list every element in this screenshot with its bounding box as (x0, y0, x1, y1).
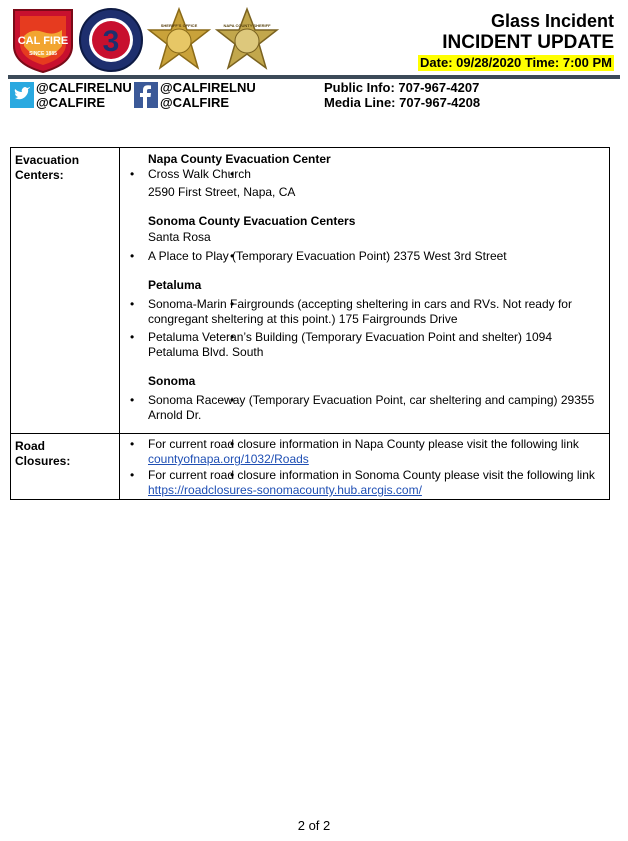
napa-sheriff-star-logo (214, 6, 280, 74)
calfire-since-text: SINCE 1885 (29, 51, 57, 57)
facebook-handle-1[interactable]: @CALFIRELNU (160, 80, 256, 95)
sonoma-sheriff-star-logo (146, 6, 212, 74)
petaluma-item-fairgrounds: Sonoma-Marin Fairgrounds (accepting sheltering in cars and RVs. Not ready for congregant sheltering at this point.) 175 Fairgrounds Drive (148, 297, 572, 326)
sonoma-city-heading: Sonoma (148, 374, 196, 388)
facebook-icon[interactable] (134, 82, 158, 108)
twitter-handles (36, 80, 132, 110)
road-closures-content (120, 434, 610, 500)
incident-subtitle: INCIDENT UPDATE (442, 32, 614, 53)
facebook-handles (160, 80, 256, 110)
page-number: 2 of 2 (297, 818, 331, 833)
calfire-logo (10, 6, 76, 74)
napa-evac-address: 2590 First Street, Napa, CA (148, 185, 296, 199)
imt3-logo (78, 6, 144, 74)
list-item: • • For current road closure information in Napa County please visit the following link countyofnapa.org/1032/Roads (120, 437, 603, 467)
napa-evac-heading: Napa County Evacuation Center (148, 152, 331, 166)
santa-rosa-item: A Place to Play (Temporary Evacuation Point) 2375 West 3rd Street (148, 249, 507, 263)
santa-rosa-list (120, 249, 603, 264)
media-line-phone: Media Line: 707-967-4208 (324, 95, 481, 110)
road-label-line1: Road (15, 439, 45, 453)
evacuation-label (11, 148, 120, 434)
list-item: • • Cross Walk Church (120, 167, 603, 182)
road-closures-label (11, 434, 120, 500)
sonoma-roads-link[interactable]: https://roadclosures-sonomacounty.hub.arcgis.com/ (148, 483, 422, 497)
list-item: • • A Place to Play (Temporary Evacuation Point) 2375 West 3rd Street (120, 249, 603, 264)
napa-roads-link[interactable]: countyofnapa.org/1032/Roads (148, 452, 309, 466)
public-info-phone: Public Info: 707-967-4207 (324, 80, 480, 95)
title-block (418, 10, 614, 72)
santa-rosa-label: Santa Rosa (148, 230, 211, 244)
napa-evac-list (120, 167, 603, 182)
petaluma-item-veterans: Petaluma Veteran’s Building (Temporary Evacuation Point and shelter) 1094 Petaluma Blvd. South (148, 330, 553, 359)
evacuation-label-line1: Evacuation (15, 153, 80, 167)
evacuation-label-line2: Centers: (15, 168, 64, 182)
info-table (10, 147, 610, 500)
contact-info (324, 80, 480, 110)
list-item: • • Sonoma Raceway (Temporary Evacuation Point, car sheltering and camping) 29355 Arnold Dr. (120, 393, 603, 423)
incident-title: Glass Incident (490, 11, 614, 31)
date-time-banner: Date: 09/28/2020 Time: 7:00 PM (420, 55, 612, 70)
napa-evac-name: Cross Walk Church (148, 167, 251, 181)
napa-sheriff-text: NAPA COUNTY SHERIFF (223, 23, 271, 28)
sonoma-road-text: For current road closure information in Sonoma County please visit the following link (148, 468, 595, 482)
road-label-line2: Closures: (15, 454, 71, 468)
petaluma-heading: Petaluma (148, 278, 202, 292)
calfire-logo-text: CAL FIRE (17, 35, 69, 47)
sonoma-raceway-item: Sonoma Raceway (Temporary Evacuation Point, car sheltering and camping) 29355 Arnold Dr. (148, 393, 595, 422)
list-item: • • Petaluma Veteran’s Building (Temporary Evacuation Point and shelter) 1094 Petaluma Blvd. South (120, 330, 603, 360)
list-item: • • Sonoma-Marin Fairgrounds (accepting sheltering in cars and RVs. Not ready for congregant sheltering at this point.) 175 Fairgrounds Drive (120, 297, 603, 327)
facebook-handle-2[interactable]: @CALFIRE (160, 95, 230, 110)
napa-road-text: For current road closure information in Napa County please visit the following link (148, 437, 579, 451)
imt3-number: 3 (102, 25, 120, 58)
twitter-handle-2[interactable]: @CALFIRE (36, 95, 106, 110)
twitter-icon[interactable] (10, 82, 34, 108)
evacuation-content (120, 148, 610, 434)
twitter-handle-1[interactable]: @CALFIRELNU (36, 80, 132, 95)
sonoma-city-list (120, 393, 603, 423)
list-item: • • For current road closure information in Sonoma County please visit the following link https://roadclosures-sonomacounty.hub.arcgis.com/ (120, 468, 603, 498)
header-divider (8, 75, 620, 79)
sonoma-sheriff-text: SHERIFF'S OFFICE (160, 23, 198, 28)
road-closures-row (11, 434, 610, 500)
evacuation-row (11, 148, 610, 434)
road-closures-list (120, 437, 603, 498)
sonoma-evac-heading: Sonoma County Evacuation Centers (148, 214, 356, 228)
petaluma-list (120, 297, 603, 360)
